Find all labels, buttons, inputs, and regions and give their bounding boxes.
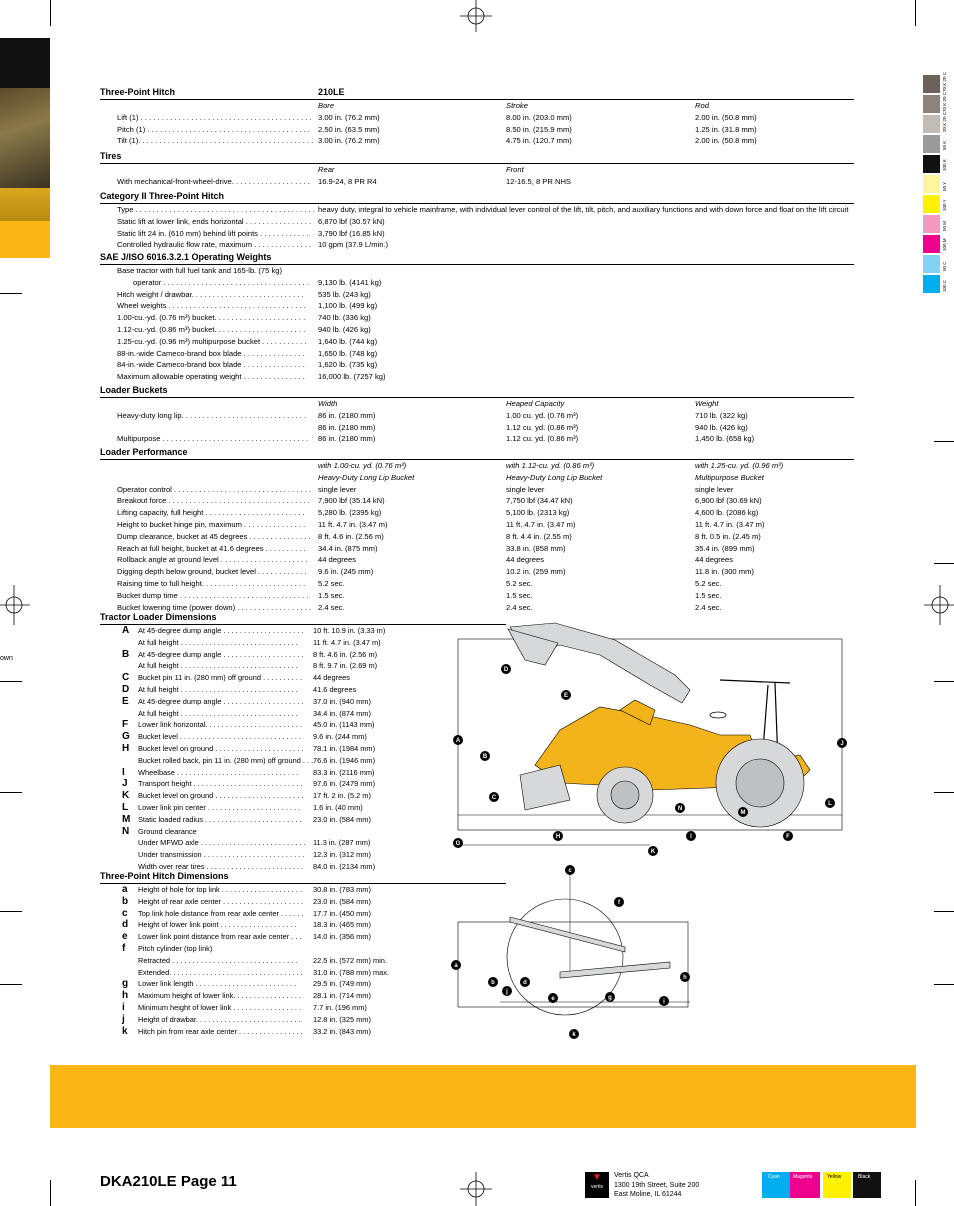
dimension-key: j bbox=[122, 1013, 125, 1025]
table-row: 84-in.-wide Cameco-brand box blade . . . . . . . . . . . . . . . 1,620 lb. (735 kg) bbox=[117, 360, 378, 370]
dimension-value: 18.3 in. (465 mm) bbox=[313, 920, 371, 930]
svg-text:f: f bbox=[618, 900, 620, 906]
dimension-row bbox=[100, 660, 506, 672]
dimension-row bbox=[100, 625, 506, 637]
dimension-row bbox=[100, 908, 506, 920]
swatch-50m bbox=[923, 215, 940, 233]
dimension-label: At full height . . . . . . . . . . . . . . . . . . . . . . . . . . . . . bbox=[138, 708, 298, 718]
svg-text:j: j bbox=[506, 989, 508, 995]
dimension-value: 14.0 in. (356 mm) bbox=[313, 932, 371, 942]
dimension-row bbox=[100, 1014, 506, 1026]
dimension-label: At 45-degree dump angle . . . . . . . . . . . . . . . . . . . . bbox=[138, 626, 304, 635]
table-row: operator . . . . . . . . . . . . . . . . . . . . . . . . . . . . . . . . . . . 9,130 lb. (4141 kg) bbox=[133, 277, 382, 287]
dimension-key: b bbox=[122, 895, 129, 907]
svg-text:a: a bbox=[454, 963, 458, 969]
dimension-value: 29.5 in. (749 mm) bbox=[313, 979, 371, 989]
svg-text:c: c bbox=[568, 868, 572, 874]
svg-text:d: d bbox=[523, 980, 527, 986]
svg-text:H: H bbox=[555, 834, 561, 840]
diagram-marker-j bbox=[837, 738, 847, 748]
dimension-row bbox=[100, 755, 506, 767]
dimension-label: Transport height . . . . . . . . . . . . . . . . . . . . . . . . . . . bbox=[138, 779, 303, 789]
yellow-band bbox=[50, 1065, 916, 1128]
dimension-row bbox=[100, 837, 506, 849]
dimension-value: 37.0 in. (940 mm) bbox=[313, 696, 371, 706]
dimension-value: 33.2 in. (843 mm) bbox=[313, 1026, 371, 1036]
hitch-marker-j bbox=[502, 986, 512, 996]
table-row: Type . . . . . . . . . . . . . . . . . . . . . . . . . . . . . . . . . . . . . . . . . . . heavy duty, integral to vehicle mainframe, with individual lever control of the lift, tilt, pitch, and auxiliary functions and with down force and float on the lift circuit bbox=[117, 205, 849, 214]
dimension-key: g bbox=[122, 978, 129, 990]
diagram-marker-m bbox=[738, 807, 748, 817]
dimension-row bbox=[100, 790, 506, 802]
dimension-key: G bbox=[122, 731, 130, 743]
dimension-label: Height of drawbar. . . . . . . . . . . . . . . . . . . . . . . . . . bbox=[138, 1014, 301, 1024]
diagram-marker-k bbox=[648, 846, 658, 856]
dimension-value: 17.7 in. (450 mm) bbox=[313, 908, 371, 918]
dimension-value: 76.6 in. (1946 mm) bbox=[313, 755, 376, 765]
dimension-row bbox=[100, 719, 506, 731]
dimension-label: Lower link point distance from rear axle center . . . bbox=[138, 932, 302, 942]
perf-header-1: with 1.00-cu. yd. (0.76 m³) with 1.12-cu. yd. (0.86 m³) with 1.25-cu. yd. (0.96 m³) bbox=[318, 461, 784, 470]
dimension-row bbox=[100, 943, 506, 955]
dimension-row bbox=[100, 696, 506, 708]
dimension-key: B bbox=[122, 648, 130, 660]
dimension-value: 83.3 in. (2116 mm) bbox=[313, 767, 375, 777]
dimension-row bbox=[100, 967, 506, 979]
svg-text:e: e bbox=[551, 996, 555, 1002]
swatch-50k bbox=[923, 135, 940, 153]
dimension-label: Wheelbase . . . . . . . . . . . . . . . . . . . . . . . . . . . . . . bbox=[138, 767, 299, 777]
dimension-row bbox=[100, 684, 506, 696]
dimension-value: 23.0 in. (584 mm) bbox=[313, 814, 371, 824]
dimension-label: Width over rear tires . . . . . . . . . . . . . . . . . . . . . . . . bbox=[138, 861, 304, 871]
table-row: Reach at full height, bucket at 41.6 degrees . . . . . . . . . . 34.4 in. (875 mm) 33.8 in. (858 mm) 35.4 in. (899 mm) bbox=[117, 543, 755, 553]
tld-title: Tractor Loader Dimensions bbox=[100, 612, 217, 622]
svg-text:J: J bbox=[840, 741, 844, 747]
dimension-value: 78.1 in. (1984 mm) bbox=[313, 743, 376, 753]
dimension-key: e bbox=[122, 931, 128, 943]
diagram-marker-b bbox=[480, 751, 490, 761]
svg-text:g: g bbox=[608, 995, 612, 1001]
color-patch-cyan: Cyan bbox=[762, 1172, 790, 1198]
perf-title: Loader Performance bbox=[100, 447, 188, 457]
hitch-marker-h bbox=[680, 972, 690, 982]
dimension-row bbox=[100, 978, 506, 990]
hitch-marker-c bbox=[565, 865, 575, 875]
dimension-key: H bbox=[122, 742, 130, 754]
dimension-key: N bbox=[122, 825, 130, 837]
svg-text:F: F bbox=[786, 834, 790, 840]
dimension-row bbox=[100, 849, 506, 861]
dimension-label: Ground clearance bbox=[138, 826, 197, 836]
diagram-marker-e bbox=[561, 690, 571, 700]
dimension-row bbox=[100, 1026, 506, 1038]
tires-header: Rear Front bbox=[318, 165, 524, 174]
table-row: Digging depth below ground, bucket level . . . . . . . . . . . . 9.6 in. (245 mm) 10.2 in. (259 mm) 11.8 in. (300 mm) bbox=[117, 567, 754, 577]
table-row: Raising time to full height. . . . . . . . . . . . . . . . . . . . . . . . . 5.2 sec. 5.2 sec. 5.2 sec. bbox=[117, 578, 722, 588]
table-row: Dump clearance, bucket at 45 degrees . . . . . . . . . . . . . . . 8 ft. 4.6 in. (2.56 m) 8 ft. 4.4 in. (2.55 m) 8 ft. 0.5 in. (2.45 m) bbox=[117, 531, 761, 541]
table-row: Static lift 24 in. (610 mm) behind lift points . . . . . . . . . . . . 3,790 lbf (16.85 kN) bbox=[117, 228, 385, 238]
table-row: Bucket lowering time (power down) . . . . . . . . . . . . . . . . . . 2.4 sec. 2.4 sec. 2.4 sec. bbox=[117, 602, 722, 612]
dimension-label: Extended. . . . . . . . . . . . . . . . . . . . . . . . . . . . . . . . . bbox=[138, 967, 303, 977]
dimension-value: 11.3 in. (287 mm) bbox=[313, 838, 371, 848]
buckets-header: Width Heaped Capacity Weight bbox=[318, 399, 719, 408]
hitch-marker-i bbox=[659, 996, 669, 1006]
registration-mark-bottom bbox=[455, 1172, 497, 1206]
tires-section bbox=[100, 151, 854, 188]
dimension-label: At full height . . . . . . . . . . . . . . . . . . . . . . . . . . . . . bbox=[138, 684, 298, 694]
table-row: Operator control . . . . . . . . . . . . . . . . . . . . . . . . . . . . . . . . . single lever single lever single lever bbox=[117, 484, 734, 494]
svg-text:E: E bbox=[563, 693, 569, 699]
dimension-row bbox=[100, 743, 506, 755]
table-row: 86 in. (2180 mm) 1.12 cu. yd. (0.86 m³) 940 lb. (426 kg) bbox=[318, 422, 748, 432]
page-label: DKA210LE Page 11 bbox=[100, 1173, 237, 1190]
dimension-label: Retracted . . . . . . . . . . . . . . . . . . . . . . . . . . . . . . . bbox=[138, 955, 298, 965]
dimension-key: E bbox=[122, 695, 129, 707]
svg-text:M: M bbox=[740, 810, 746, 816]
dimension-row bbox=[100, 767, 506, 779]
dimension-label: Height of rear axle center . . . . . . . . . . . . . . . . . . . . bbox=[138, 896, 304, 906]
dimension-row bbox=[100, 814, 506, 826]
swatch-100m bbox=[923, 235, 940, 253]
dimension-value: 84.0 in. (2134 mm) bbox=[313, 861, 376, 871]
svg-text:I: I bbox=[690, 834, 692, 840]
hitch-diagram bbox=[450, 862, 695, 1042]
left-photo-strip bbox=[0, 38, 50, 258]
dimension-label: At 45-degree dump angle . . . . . . . . . . . . . . . . . . . . bbox=[138, 696, 304, 706]
table-row: Hitch weight / drawbar. . . . . . . . . . . . . . . . . . . . . . . . . . . 535 lb. (243 kg) bbox=[117, 289, 371, 299]
dimension-value: 17 ft. 2 in. (5.2 m) bbox=[313, 791, 371, 801]
dimension-key: M bbox=[122, 813, 131, 825]
dimension-row bbox=[100, 896, 506, 908]
dimension-key: k bbox=[122, 1025, 128, 1037]
dimension-key: I bbox=[122, 766, 125, 778]
dimension-value: 22.5 in. (572 mm) min. bbox=[313, 955, 387, 965]
color-patch-magenta: Magenta bbox=[790, 1172, 820, 1198]
dimension-row bbox=[100, 826, 506, 838]
diagram-marker-g bbox=[453, 838, 463, 848]
diagram-marker-a bbox=[453, 735, 463, 745]
table-row: 1.25-cu.-yd. (0.96 m³) multipurpose bucket . . . . . . . . . . . 1,640 lb. (744 kg) bbox=[117, 336, 378, 346]
dimension-label: Top link hole distance from rear axle center . . . . . . bbox=[138, 908, 304, 918]
tph-title: Three-Point Hitch Dimensions bbox=[100, 871, 229, 881]
dimension-value: 23.0 in. (584 mm) bbox=[313, 896, 371, 906]
dimension-label: Bucket rolled back, pin 11 in. (280 mm) off ground . . . bbox=[138, 755, 314, 765]
dimension-label: At 45-degree dump angle . . . . . . . . . . . . . . . . . . . . bbox=[138, 649, 304, 659]
dimension-row bbox=[100, 672, 506, 684]
dimension-label: Under MFWD axle . . . . . . . . . . . . . . . . . . . . . . . . . . bbox=[138, 838, 306, 848]
perf-section bbox=[100, 447, 854, 613]
dimension-key: J bbox=[122, 778, 128, 790]
hitch-header: Bore Stroke Rod bbox=[318, 101, 709, 110]
dimension-key: a bbox=[122, 884, 128, 895]
dimension-label: Bucket level . . . . . . . . . . . . . . . . . . . . . . . . . . . . . . bbox=[138, 732, 302, 742]
dimension-row bbox=[100, 919, 506, 931]
svg-text:D: D bbox=[503, 667, 509, 673]
table-row: Height to bucket hinge pin, maximum . . . . . . . . . . . . . . . 11 ft. 4.7 in. (3.47 m) 11 ft. 4.7 in. (3.47 m) 11 ft. 4.7 in. (3.47 m) bbox=[117, 519, 765, 529]
table-row: Lift (1) . . . . . . . . . . . . . . . . . . . . . . . . . . . . . . . . . . . . . . . . . 3.00 in. (76.2 mm) 8.00 in. (203.0 mm) 2.00 in. (50.8 mm) bbox=[117, 112, 757, 122]
hitch-marker-e bbox=[548, 993, 558, 1003]
swatch-100k bbox=[923, 155, 940, 173]
dimension-value: 11 ft. 4.7 in. (3.47 m) bbox=[313, 637, 381, 647]
dimension-label: Bucket pin 11 in. (280 mm) off ground . . . . . . . . . . bbox=[138, 673, 303, 683]
tires-title: Tires bbox=[100, 151, 122, 161]
registration-mark-left bbox=[0, 585, 30, 625]
buckets-title: Loader Buckets bbox=[100, 385, 168, 395]
dimension-value: 34.4 in. (874 mm) bbox=[313, 708, 371, 718]
dimension-label: Lower link horizontal. . . . . . . . . . . . . . . . . . . . . . . . bbox=[138, 720, 302, 730]
dimension-value: 10 ft. 10.9 in. (3.33 m) bbox=[313, 626, 386, 635]
dimension-value: 44 degrees bbox=[313, 673, 350, 683]
dimension-value: 7.7 in. (196 mm) bbox=[313, 1002, 367, 1012]
svg-text:N: N bbox=[677, 806, 683, 812]
dimension-value: 41.6 degrees bbox=[313, 684, 357, 694]
dimension-row bbox=[100, 637, 506, 649]
table-row: Static lift at lower link, ends horizontal . . . . . . . . . . . . . . . . 6,870 lbf (30.57 kN) bbox=[117, 216, 385, 226]
dimension-label: Height of lower link point . . . . . . . . . . . . . . . . . . . bbox=[138, 920, 297, 930]
swatch-100c bbox=[923, 275, 940, 293]
svg-text:B: B bbox=[482, 754, 488, 760]
dimension-label: Bucket level on ground . . . . . . . . . . . . . . . . . . . . . . bbox=[138, 743, 304, 753]
svg-text:i: i bbox=[663, 999, 665, 1005]
table-row: Bucket dump time . . . . . . . . . . . . . . . . . . . . . . . . . . . . . . . 1.5 sec. 1.5 sec. 1.5 sec. bbox=[117, 590, 722, 600]
swatch-20k20c bbox=[923, 115, 940, 133]
swatch-50y bbox=[923, 175, 940, 193]
hitch-marker-g bbox=[605, 992, 615, 1002]
dimension-key: f bbox=[122, 942, 126, 954]
perf-header-2: Heavy-Duty Long Lip Bucket Heavy-Duty Long Lip Bucket Multipurpose Bucket bbox=[318, 472, 764, 482]
dimension-label: Hitch pin from rear axle center . . . . . . . . . . . . . . . . bbox=[138, 1026, 303, 1036]
svg-text:C: C bbox=[491, 795, 497, 801]
table-row: Maximum allowable operating weight . . . . . . . . . . . . . . . 16,000 lb. (7257 kg) bbox=[117, 372, 386, 382]
diagram-marker-d bbox=[501, 664, 511, 674]
dimension-label: Bucket level on ground . . . . . . . . . . . . . . . . . . . . . . bbox=[138, 791, 304, 801]
dimension-row bbox=[100, 778, 506, 790]
svg-text:G: G bbox=[455, 841, 461, 847]
table-row: With mechanical-front-wheel-drive. . . . . . . . . . . . . . . . . . . 16.9-24, 8 PR R4 12-16.5, 8 PR NHS bbox=[117, 176, 571, 186]
svg-text:h: h bbox=[683, 975, 687, 981]
diagram-marker-l bbox=[825, 798, 835, 808]
color-patch-black: Black bbox=[853, 1172, 881, 1198]
dimension-key: C bbox=[122, 672, 130, 684]
dimension-row bbox=[100, 649, 506, 661]
left-side-text: own bbox=[0, 655, 13, 662]
hitch-marker-d bbox=[520, 977, 530, 987]
dimension-value: 12.3 in. (312 mm) bbox=[313, 850, 371, 860]
dimension-value: 30.8 in. (783 mm) bbox=[313, 885, 371, 894]
svg-text:K: K bbox=[650, 849, 656, 855]
hitch-marker-a bbox=[451, 960, 461, 970]
tph-section bbox=[100, 871, 506, 1037]
table-row: 88-in.-wide Cameco-brand box blade . . . . . . . . . . . . . . . 1,650 lb. (748 kg) bbox=[117, 348, 378, 358]
hitch-title: Three-Point Hitch 210LE bbox=[100, 87, 345, 97]
svg-text:b: b bbox=[491, 980, 495, 986]
dimension-row bbox=[100, 731, 506, 743]
dimension-row bbox=[100, 802, 506, 814]
swatch-70k20c-a bbox=[923, 75, 940, 93]
dimension-row bbox=[100, 884, 506, 896]
dimension-label: Lower link length . . . . . . . . . . . . . . . . . . . . . . . . . bbox=[138, 979, 297, 989]
dimension-value: 8 ft. 4.6 in. (2.56 m) bbox=[313, 649, 378, 659]
table-row: Lifting capacity, full height . . . . . . . . . . . . . . . . . . . . . . . . 5,280 lb. (2395 kg) 5,100 lb. (2313 kg) 4,600 lb. (2086 kg) bbox=[117, 508, 759, 518]
svg-text:A: A bbox=[455, 738, 461, 744]
dimension-row bbox=[100, 990, 506, 1002]
registration-mark-right bbox=[924, 585, 954, 625]
dimension-value: 28.1 in. (714 mm) bbox=[313, 991, 371, 1001]
dimension-value: 97.6 in. (2479 mm) bbox=[313, 779, 376, 789]
swatch-100y bbox=[923, 195, 940, 213]
dimension-row bbox=[100, 931, 506, 943]
dimension-key: d bbox=[122, 919, 129, 931]
dimension-key: A bbox=[122, 625, 130, 636]
table-row: Multipurpose . . . . . . . . . . . . . . . . . . . . . . . . . . . . . . . . . . . 86 in. (2180 mm) 1.12 cu. yd. (0.86 m³) 1,450 lb. (658 kg) bbox=[117, 434, 755, 444]
dimension-label: Pitch cylinder (top link) bbox=[138, 943, 213, 953]
dimension-label: Height of hole for top link . . . . . . . . . . . . . . . . . . . . bbox=[138, 885, 302, 894]
hitch-marker-k bbox=[569, 1029, 579, 1039]
dimension-value: 45.0 in. (1143 mm) bbox=[313, 720, 375, 730]
dimension-value: 12.8 in. (325 mm) bbox=[313, 1014, 371, 1024]
table-row: Base tractor with full fuel tank and 165-lb. (75 kg) bbox=[117, 266, 283, 275]
table-row: Heavy-duty long lip. . . . . . . . . . . . . . . . . . . . . . . . . . . . . . 86 in. (2180 mm) 1.00 cu. yd. (0.76 m³) 710 lb. (322 kg) bbox=[117, 410, 748, 420]
dimension-label: Maximum height of lower link. . . . . . . . . . . . . . . . . bbox=[138, 991, 302, 1001]
cat2-section bbox=[100, 191, 854, 251]
dimension-key: F bbox=[122, 719, 129, 731]
table-row: Pitch (1) . . . . . . . . . . . . . . . . . . . . . . . . . . . . . . . . . . . . . . . 2.50 in. (63.5 mm) 8.50 in. (215.9 mm) 1.25 in. (31.8 mm) bbox=[117, 124, 757, 134]
diagram-marker-c bbox=[489, 792, 499, 802]
table-row: Tilt (1). . . . . . . . . . . . . . . . . . . . . . . . . . . . . . . . . . . . . . . . . . 3.00 in. (76.2 mm) 4.75 in. (120.7 mm) 2.00 in. (50.8 mm) bbox=[117, 136, 757, 146]
hitch-section bbox=[100, 87, 854, 147]
cat2-title: Category II Three-Point Hitch bbox=[100, 191, 225, 201]
table-row: 1.12-cu.-yd. (0.86 m³) bucket. . . . . . . . . . . . . . . . . . . . . . 940 lb. (426 kg) bbox=[117, 324, 371, 334]
dimension-label: Static loaded radius . . . . . . . . . . . . . . . . . . . . . . . . bbox=[138, 814, 302, 824]
swatch-50c bbox=[923, 255, 940, 273]
tractor-loader-diagram bbox=[450, 615, 850, 860]
registration-mark-top bbox=[455, 0, 497, 32]
diagram-marker-n bbox=[675, 803, 685, 813]
sae-title: SAE J/ISO 6016.3.2.1 Operating Weights bbox=[100, 252, 272, 262]
color-patch-yellow: Yellow bbox=[823, 1172, 851, 1198]
table-row: Controlled hydraulic flow rate, maximum . . . . . . . . . . . . . . 10 gpm (37.9 L/min.) bbox=[117, 240, 389, 250]
vertis-logo: ▼ vertis bbox=[585, 1172, 609, 1198]
hitch-marker-b bbox=[488, 977, 498, 987]
dimension-key: K bbox=[122, 790, 130, 802]
table-row: 1.00-cu.-yd. (0.76 m³) bucket. . . . . . . . . . . . . . . . . . . . . . 740 lb. (336 kg) bbox=[117, 313, 371, 323]
dimension-value: 1.6 in. (40 mm) bbox=[313, 802, 363, 812]
dimension-label: Minimum height of lower link . . . . . . . . . . . . . . . . . bbox=[138, 1002, 302, 1012]
dimension-key: L bbox=[122, 801, 129, 813]
dimension-row bbox=[100, 1002, 506, 1014]
sae-section bbox=[100, 252, 854, 383]
dimension-value: 31.0 in. (788 mm) max. bbox=[313, 967, 389, 977]
tld-section bbox=[100, 612, 506, 873]
svg-text:L: L bbox=[828, 801, 832, 807]
diagram-marker-h bbox=[553, 831, 563, 841]
dimension-label: At full height . . . . . . . . . . . . . . . . . . . . . . . . . . . . . bbox=[138, 637, 298, 647]
hitch-marker-f bbox=[614, 897, 624, 907]
dimension-key: h bbox=[122, 990, 129, 1002]
dimension-label: Under transmission . . . . . . . . . . . . . . . . . . . . . . . . . bbox=[138, 850, 305, 860]
svg-text:k: k bbox=[572, 1032, 576, 1038]
dimension-value: 9.6 in. (244 mm) bbox=[313, 732, 367, 742]
dimension-value: 8 ft. 9.7 in. (2.69 m) bbox=[313, 661, 378, 671]
dimension-key: c bbox=[122, 907, 128, 919]
diagram-marker-i bbox=[686, 831, 696, 841]
diagram-marker-f bbox=[783, 831, 793, 841]
dimension-label: Lower link pin center . . . . . . . . . . . . . . . . . . . . . . . bbox=[138, 802, 301, 812]
vertis-address: Vertis QCA 1300 19th Street, Suite 200 East Moline, IL 61244 bbox=[614, 1172, 700, 1198]
buckets-section bbox=[100, 385, 854, 445]
table-row: Rollback angle at ground level . . . . . . . . . . . . . . . . . . . . . 44 degrees 44 degrees 44 degrees bbox=[117, 555, 733, 565]
dimension-label: At full height . . . . . . . . . . . . . . . . . . . . . . . . . . . . . bbox=[138, 661, 298, 671]
dimension-row bbox=[100, 708, 506, 720]
table-row: Breakout force . . . . . . . . . . . . . . . . . . . . . . . . . . . . . . . . . . 7,900 lbf (35.14 kN) 7,750 lbf (34.47 kN) 6,900 lbf (30.69 kN) bbox=[117, 496, 762, 506]
dimension-key: D bbox=[122, 683, 130, 695]
dimension-key: i bbox=[122, 1001, 125, 1013]
table-row: Wheel weights . . . . . . . . . . . . . . . . . . . . . . . . . . . . . . . . . 1,100 lb. (499 kg) bbox=[117, 301, 378, 311]
dimension-row bbox=[100, 955, 506, 967]
swatch-70k20c-b bbox=[923, 95, 940, 113]
